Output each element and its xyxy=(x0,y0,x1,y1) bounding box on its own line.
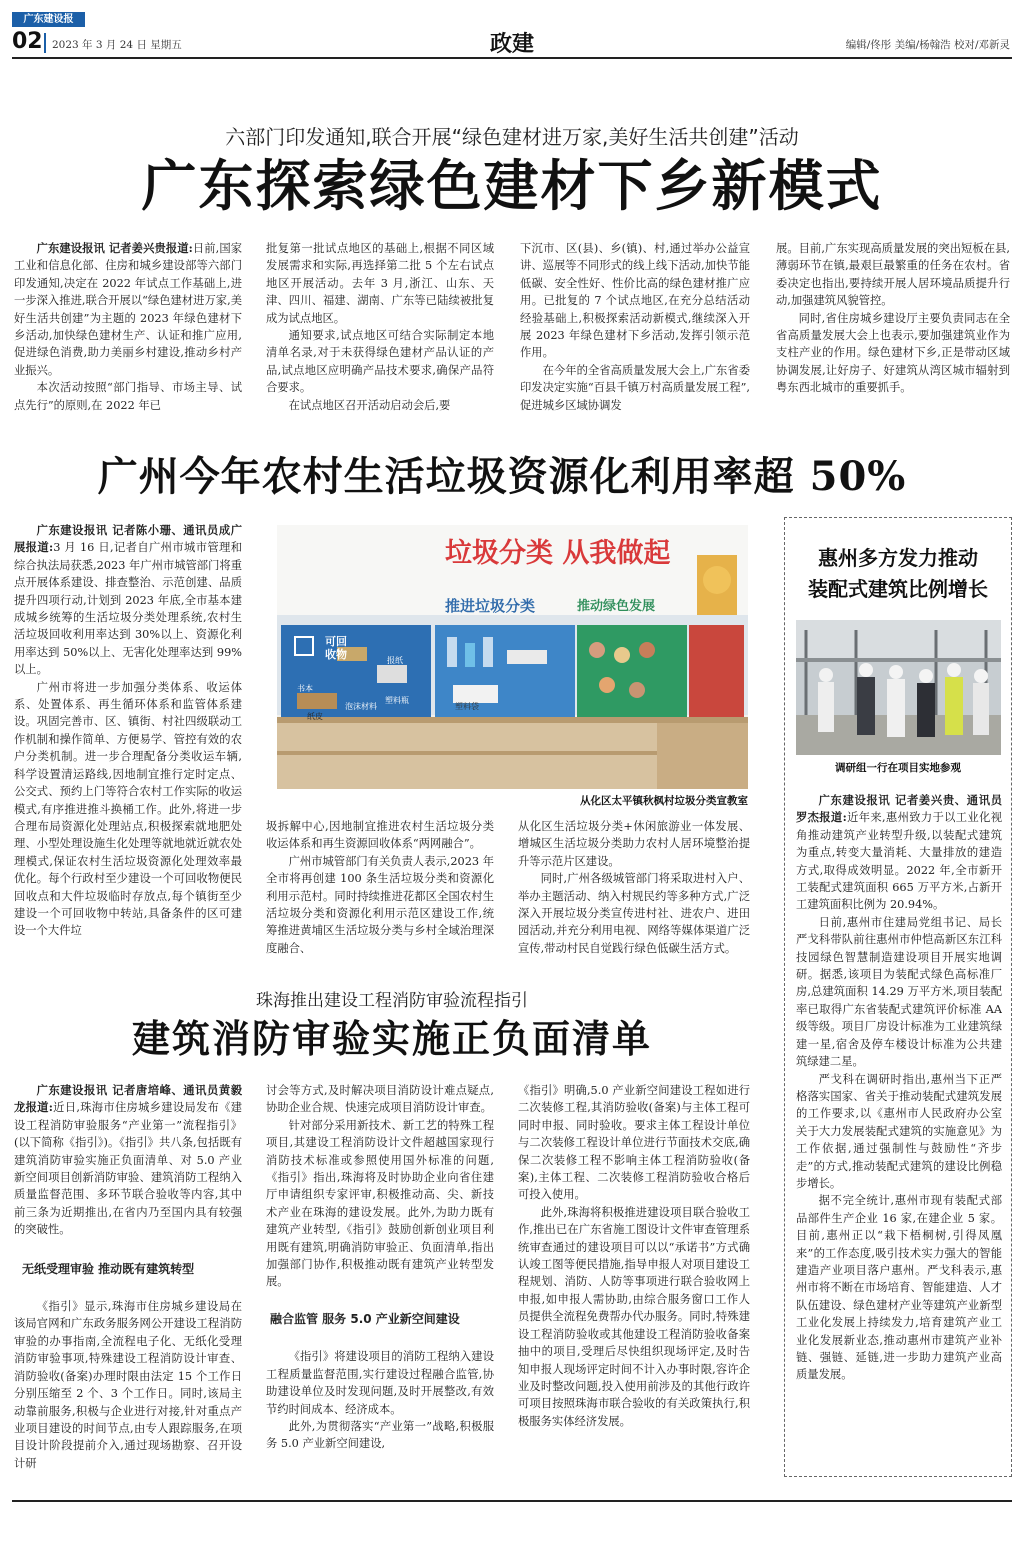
article3-para: 此外,珠海将积极推进建设项目联合验收工作,推出已在广东省施工图设计文件审查管理系统审查通过的建设项目可以以“承诺书”方式确认竣工图等便民措施,指导申报人对项目建设工程规划、消防、人防等事项进行联合验收网上申报,如申报人需协助,由综合服务窗口工作人员提供全流程免费帮办代办服务。同时,特殊建设工程消防验收或其他建设工程消防验收备案抽中的项目,受理后尽快组织现场评定,及时告知申报人现场评定时间不计入办事时限,容许企业及时整改问题,投入使用前涉及的其他行政许可项目按照珠海市联合验收的有关政策执行,积极服务实体经济发展。 xyxy=(518,1205,750,1428)
sidebar-title-line-1: 惠州多方发力推动 xyxy=(818,546,978,570)
header-rule xyxy=(12,57,1012,59)
article1-para: 在今年的全省高质量发展大会上,广东省委印发决定实施“百县千镇万村高质量发展工程”,促进城乡区域协调发 xyxy=(520,363,750,412)
sidebar-byline: 广东建设报讯 记者姜兴贵、通讯员罗杰报道: xyxy=(796,793,1002,825)
recycling-room-photo xyxy=(277,525,748,789)
article3-headline: 建筑消防审验实施正负面清单 xyxy=(131,1016,652,1061)
article3-subheading-2: 融合监管 服务 5.0 产业新空间建设 xyxy=(270,1311,460,1326)
photo-banner-text: 垃圾分类 从我做起 xyxy=(445,538,671,569)
issue-date: 2023 年 3 月 24 日 星期五 xyxy=(52,39,182,51)
editor-credits: 编辑/佟彤 美编/杨翰浩 校对/邓新灵 xyxy=(845,39,1010,51)
article3-para: 《指引》将建设项目的消防工程纳入建设工程质量监督范围,实行建设过程融合监管,协助建设单位及时发现问题,及时开展整改,有效节约时间成本、经济成本。 xyxy=(266,1350,494,1416)
article2-para: 圾拆解中心,因地制宜推进农村生活垃圾分类收运体系和再生资源回收体系“两网融合”。 xyxy=(266,820,494,851)
article3-column-1 xyxy=(14,1082,242,1482)
article1-column-1 xyxy=(14,240,242,430)
article3-para: 近日,珠海市住房城乡建设局发布《建设工程消防审验服务“产业第一”流程指引》(以下简称《指引》)。《指引》共八条,包括既有建筑消防审验实施正负面清单、对 5.0 产业新空间项目创新消防审验、建筑消防工程纳入质量监督范围、多环节联合验收等内容,其中前三条为近期推出,在省内乃至国内具有较强的突破性。 xyxy=(14,1101,242,1237)
article2-photo-caption: 从化区太平镇秋枫村垃圾分类宣教室 xyxy=(580,795,748,807)
site-visit-illustration xyxy=(796,620,1001,755)
article3-para: 针对部分采用新技术、新工艺的特殊工程项目,其建设工程消防设计文件超越国家现行消防技术标准或参照使用国外标准的问题,《指引》指出,珠海将及时协助企业向省住建厅申请组织专家评审,积极推动高、尖、新技术产业在珠海的建设发展。此外,为助力既有建筑产业转型,《指引》鼓励创新创业项目利用既有建筑,明确消防审验正、负面清单,指出加强部门协作,积极推动既有建筑产业转型发展。 xyxy=(266,1118,494,1289)
article1-para: 批复第一批试点地区的基础上,根据不同区域发展需求和实际,再选择第二批 5 个左右试点地区开展活动。去年 3 月,浙江、山东、天津、四川、福建、湖南、广东等已陆续被批复成为试点地区。 xyxy=(266,242,494,325)
article1-column-4 xyxy=(776,240,1010,430)
article2-para: 同时,广州各级城管部门将采取进村入户、举办主题活动、纳入村规民约等多种方式,广泛深入开展垃圾分类宣传进村社、进农户、进田园活动,并充分利用电视、网络等媒体渠道广泛宣传,带动村民自觉践行绿色低碳生活方式。 xyxy=(518,872,750,955)
article1-para: 展。目前,广东实现高质量发展的突出短板在县,薄弱环节在镇,最艰巨最繁重的任务在农村。省委决定也指出,要持续开展人居环境品质提升行动,加强建筑风貌管控。 xyxy=(776,242,1010,308)
article1-para: 通知要求,试点地区可结合实际制定本地清单名录,对于未获得绿色建材产品认证的产品,试点地区应明确产品技术要求,确保产品符合要求。 xyxy=(266,329,494,395)
photo-recycle-label: 可回收物 xyxy=(325,635,347,661)
photo-slogan-1: 推进垃圾分类 xyxy=(445,597,536,615)
article2-column-1 xyxy=(14,522,242,968)
article3-column-3 xyxy=(518,1082,750,1482)
article2-byline: 广东建设报讯 记者陈小珊、通讯员成广展报道: xyxy=(14,523,242,555)
article1-para: 下沉市、区(县)、乡(镇)、村,通过举办公益宣讲、巡展等不同形式的线上线下活动,加快节能低碳、安全性好、性价比高的绿色建材推广应用。已批复的 7 个试点地区,在充分总结活动经验基础上,积极探索活动新模式,继续深入开展 2023 年绿色建材下乡活动,发挥引领示范作用。 xyxy=(520,242,750,360)
article2-column-3 xyxy=(518,818,750,968)
photo-item-label: 塑料袋 xyxy=(455,702,479,711)
article1-column-3 xyxy=(520,240,750,430)
photo-item-label: 报纸 xyxy=(387,656,403,665)
article1-headline: 广东探索绿色建材下乡新模式 xyxy=(141,153,883,218)
paper-name-tag: 广东建设报 xyxy=(12,12,85,27)
photo-item-label: 塑料瓶 xyxy=(385,696,409,705)
photo-slogan-2: 推动绿色发展 xyxy=(577,599,656,614)
sidebar-photo-caption: 调研组一行在项目实地参观 xyxy=(835,762,961,774)
article2-column-2 xyxy=(266,818,494,968)
article1-column-2 xyxy=(266,240,494,430)
header-divider xyxy=(44,33,46,53)
article3-para: 讨会等方式,及时解决项目消防设计难点疑点,协助企业合规、快速完成项目消防设计审查。 xyxy=(266,1084,494,1115)
article3-para: 此外,为贯彻落实“产业第一”战略,积极服务 5.0 产业新空间建设, xyxy=(266,1419,494,1451)
article3-column-2 xyxy=(266,1082,494,1482)
sidebar-para: 据不完全统计,惠州市现有装配式部品部件生产企业 16 家,在建企业 5 家。目前,惠州正以“栽下梧桐树,引得凤凰来”的工作态度,吸引技术实力强大的智能建造产业项目落户惠州。严戈科表示,惠州市将不断在市场培育、智能建造、人才队伍建设、绿色建材产业等建筑产业新型工业化发展上持续发力,培育建筑产业工业化发展新业态,推动惠州市建筑产业补链、强链、延链,进一步助力建筑产业高质量发展。 xyxy=(796,1194,1002,1382)
article1-para: 本次活动按照“部门指导、市场主导、试点先行”的原则,在 2022 年已 xyxy=(14,381,242,412)
article2-para: 3 月 16 日,记者自广州市城市管理和综合执法局获悉,2023 年广州市城管部门将重点开展体系建设、排查整治、示范创建、品质提升四项行动,计划到 2023 年底,全市基本建成城乡统筹的生活垃圾分类处理系统,农村生活垃圾回收利用率达到 30%以上、资源化利用率达到 50%以上、无害化处理率达到 99%以上。 xyxy=(14,541,242,677)
article3-para: 《指引》明确,5.0 产业新空间建设工程如进行二次装修工程,其消防验收(备案)与主体工程可同时申报、同时验收。要求主体工程设计单位与二次装修工程设计单位进行节面技术交底,确保二次装修工程不影响主体工程消防验收(备案),主体工程、二次装修工程消防验收合格后可投入使用。 xyxy=(518,1084,750,1202)
article3-subheading-1: 无纸受理审验 推动既有建筑转型 xyxy=(22,1261,195,1276)
section-title: 政建 xyxy=(489,32,534,57)
site-visit-photo xyxy=(796,620,1001,755)
sidebar-title-line-2: 装配式建筑比例增长 xyxy=(808,577,988,601)
photo-item-label: 纸皮 xyxy=(307,712,323,721)
sidebar-para: 严戈科在调研时指出,惠州当下正严格落实国家、省关于推动装配式建筑发展的工作要求,以《惠州市人民政府办公室关于大力发展装配式建筑的实施意见》为工作依据,通过强制性与鼓励性“齐步走”的方式,推动装配式建筑的建设比例稳步增长。 xyxy=(796,1072,1002,1190)
article1-subtitle: 六部门印发通知,联合开展“绿色建材进万家,美好生活共创建”活动 xyxy=(225,125,799,149)
article1-byline: 广东建设报讯 记者姜兴贵报道: xyxy=(36,241,193,255)
photo-item-label: 书本 xyxy=(297,684,313,693)
article1-para: 在试点地区召开活动启动会后,要 xyxy=(288,398,451,412)
sidebar-para: 日前,惠州市住建局党组书记、局长严戈科带队前往惠州市仲恺高新区东江科技园绿色智慧制造建设项目开展实地调研。据悉,该项目为装配式绿色高标准厂房,总建筑面积 14.29 万平方米,项目装配率已取得广东省装配式建筑评价标准 AA 级等级。项目厂房设计标准为工业建筑绿建一星,宿舍及停车楼设计标准为公共建筑绿建二星。 xyxy=(796,915,1002,1069)
sidebar-para: 近年来,惠州致力于以工业化视角推动建筑产业转型升级,以装配式建筑为重点,转变大量消耗、大量排放的建造方式,取得成效明显。2022 年,全市新开工装配式建筑面积 665 万平方米,占新开工建筑面积比例为 20.94%。 xyxy=(796,811,1002,912)
page-number: 02 xyxy=(12,29,43,54)
footer-rule xyxy=(12,1500,1012,1502)
article1-para: 同时,省住房城乡建设厅主要负责同志在全省高质量发展大会上也表示,要加强建筑业作为支柱产业的作用。绿色建材下乡,正是带动区域协调发展,让好房子、好建筑从湾区城市辐射到粤东西北城市的重要抓手。 xyxy=(776,311,1010,395)
article3-subtitle: 珠海推出建设工程消防审验流程指引 xyxy=(256,991,528,1011)
article2-para: 从化区生活垃圾分类+休闲旅游业一体发展、增城区生活垃圾分类助力农村人居环境整治提升等示范片区建设。 xyxy=(518,820,750,868)
sidebar-body xyxy=(796,792,1002,1472)
article2-headline: 广州今年农村生活垃圾资源化利用率超 50% xyxy=(97,453,907,500)
photo-item-label: 泡沫材料 xyxy=(345,702,377,711)
article2-para: 广州市城管部门有关负责人表示,2023 年全市将再创建 100 条生活垃圾分类和资源化利用示范村。同时持续推进花都区全国农村生活垃圾分类和资源化利用示范区建设工作,统筹推进黄埔区生活垃圾分类与乡村全域治理深度融合、 xyxy=(266,854,494,955)
article2-para: 广州市将进一步加强分类体系、收运体系、处置体系、再生循环体系和监管体系建设。巩固完善市、区、镇街、村社四级联动工作机制和操作简单、方便易学、管控有效的农户分类机制。进一步合理配备分类收运车辆,科学设置清运路线,因地制宜推行定时定点、公交式、预约上门等符合农村工作实际的收运模式,有序推进推斗换桶工作。此外,将进一步合理布局资源化处理站点,积极探索就地肥处理、小型处理设施生化处理等就地就近就农处理模式,保证农村生活垃圾资源化处理效率最优化。每个行政村至少建设一个可回收物便民回收点和大件垃圾临时存放点,每个镇街至少建设一个可回收物中转站,具备条件的区可建设一个大件垃 xyxy=(14,680,242,938)
article3-byline: 广东建设报讯 记者唐培峰、通讯员黄毅龙报道: xyxy=(14,1083,242,1115)
article3-para: 《指引》显示,珠海市住房城乡建设局在该局官网和广东政务服务网公开建设工程消防审验的办事指南,全流程电子化、无纸化受理消防审验事项,特殊建设工程消防设计审查、消防验收(备案)办理时限由法定 15 个工作日分别压缩至 2 个、3 个工作日。同时,该局主动靠前服务,积极与企业进行对接,针对重点产业项目建设的时间节点,由专人跟踪服务,在项目设计阶段提前介入,通过现场勘察、召开设计研 xyxy=(14,1300,242,1470)
article1-para: 日前,国家工业和信息化部、住房和城乡建设部等六部门印发通知,决定在 2022 年试点工作基础上,进一步深入推进,联合开展以“绿色建材进万家,美好生活共创建”为主题的 2023 年绿色建材下乡活动,加快绿色建材生产、认证和推广应用,促进绿色消费,助力美丽乡村建设,推动乡村产业振兴。 xyxy=(14,242,242,377)
